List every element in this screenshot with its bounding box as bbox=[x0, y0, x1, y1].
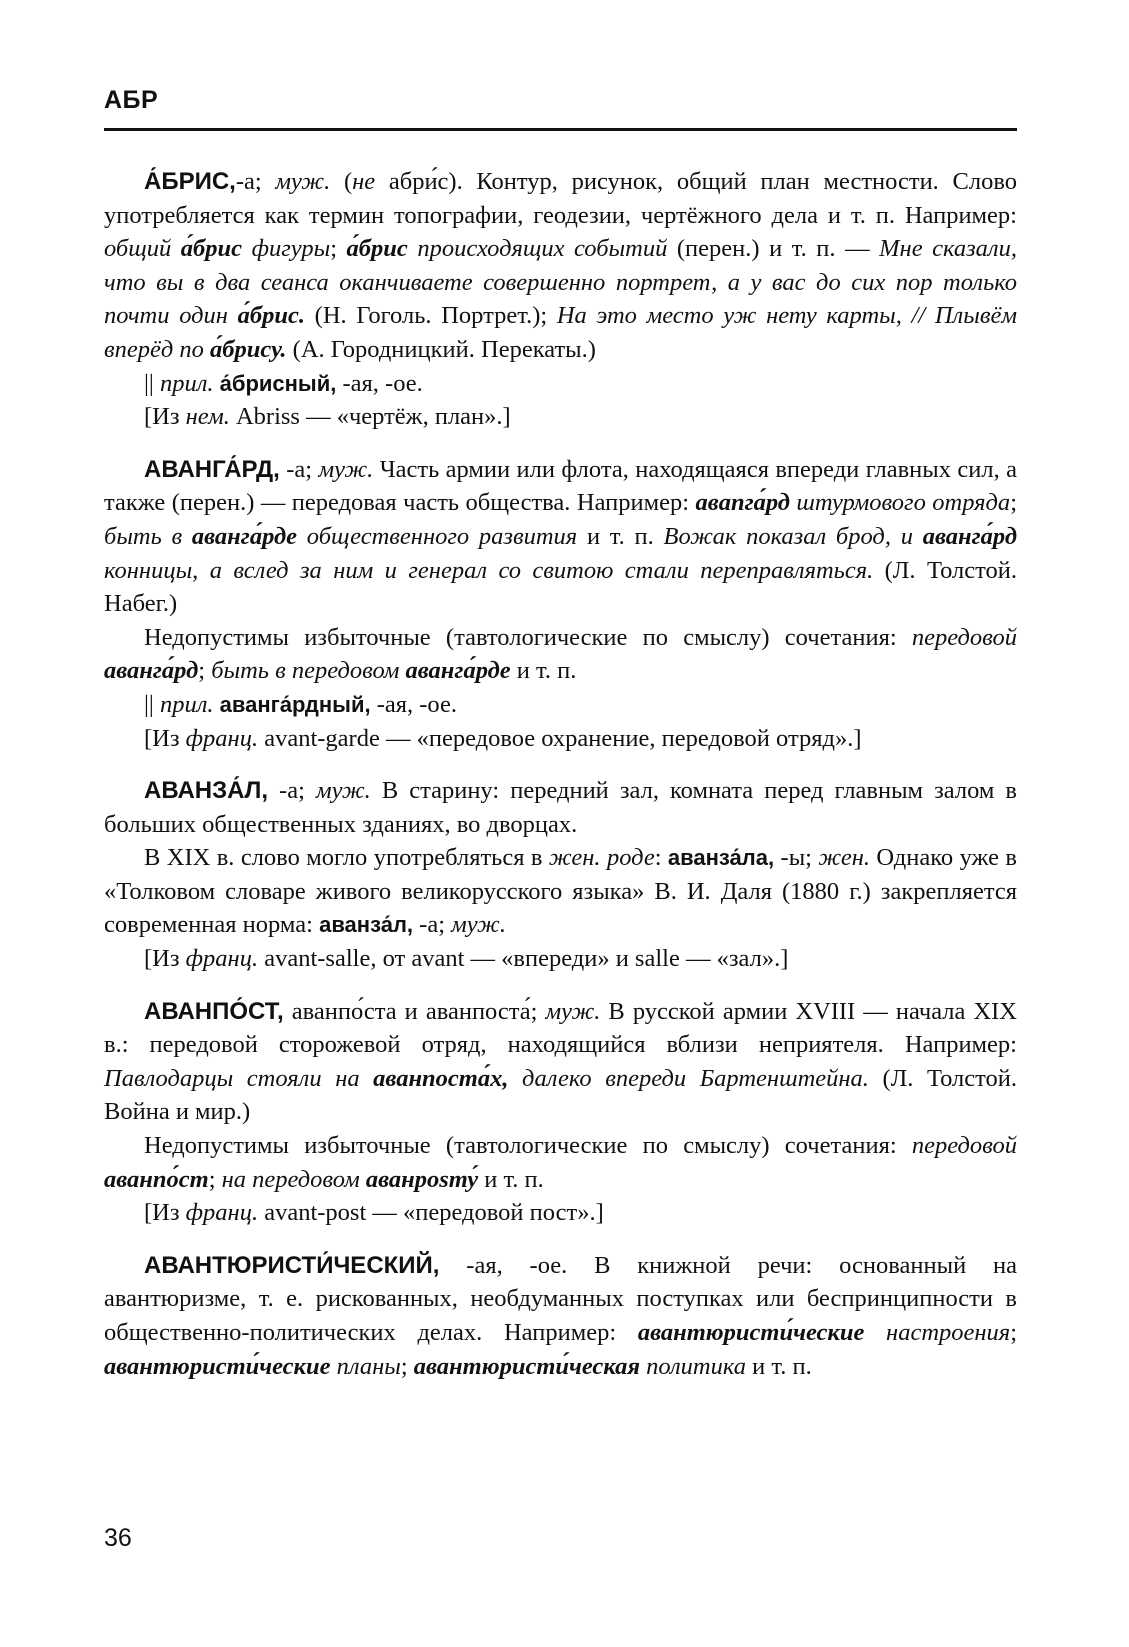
dictionary-entry bbox=[104, 995, 1017, 1230]
text-run: -ая, -ое. bbox=[370, 690, 457, 718]
text-run: ; bbox=[1010, 489, 1017, 517]
entry-note bbox=[104, 367, 1017, 401]
italic-text: прил. bbox=[159, 690, 214, 718]
entry-note bbox=[104, 841, 1017, 942]
text-run: [Из bbox=[144, 945, 186, 973]
italic-text: муж. bbox=[315, 777, 371, 805]
example-keyword: авантюристи́ческая bbox=[413, 1352, 640, 1380]
dictionary-entry bbox=[104, 453, 1017, 755]
text-run: и т. п. bbox=[745, 1352, 812, 1380]
italic-text: жен. bbox=[818, 844, 871, 872]
example-keyword: аванposту́ bbox=[365, 1165, 479, 1193]
text-run: : bbox=[654, 844, 668, 872]
text-run: (Л. Толстой. Набег.) bbox=[104, 556, 1017, 618]
text-run: (А. Городницкий. Перекаты.) bbox=[286, 335, 596, 363]
headword: АВАНЗА́Л, bbox=[144, 777, 269, 805]
example-keyword: аванга́рде bbox=[405, 657, 511, 685]
example-keyword: аванга́рд bbox=[922, 522, 1017, 550]
text-run: ; bbox=[208, 1165, 222, 1193]
entry-definition bbox=[104, 995, 1017, 1129]
italic-text: жен. роде bbox=[548, 844, 655, 872]
italic-text: штурмового отряда bbox=[789, 489, 1011, 517]
text-run: ; bbox=[400, 1352, 414, 1380]
italic-text: на передовом bbox=[221, 1165, 366, 1193]
italic-text: франц. bbox=[185, 724, 259, 752]
headword: АВАНТЮРИСТИ́ЧЕСКИЙ, bbox=[144, 1251, 440, 1279]
text-run: В старину: передний зал, комната перед главным залом в больших общественных зданиях, во дворцах. bbox=[104, 777, 1018, 838]
running-head: АБР bbox=[104, 86, 159, 114]
example-keyword: аванга́рде bbox=[191, 522, 298, 550]
text-run: -ая, -ое. В книжной речи: основанный на авантюризме, т. е. рискованных, необдуманных поступках или беспринципности в общественно-политических делах. Например: bbox=[104, 1251, 1017, 1346]
header-rule bbox=[104, 128, 1017, 131]
example-keyword: аванга́рд bbox=[104, 657, 199, 685]
text-run: В русской армии XVIII — начала XIX в.: передовой сторожевой отряд, находящийся вблизи неприятеля. Например: bbox=[104, 997, 1017, 1059]
dictionary-entry bbox=[104, 1249, 1017, 1383]
italic-text: Вожак показал брод, и bbox=[663, 522, 923, 550]
italic-text: фигуры bbox=[242, 235, 331, 263]
entry-note bbox=[104, 688, 1017, 722]
example-keyword: авантюристи́ческие bbox=[104, 1352, 331, 1380]
italic-text: происходящих событий bbox=[407, 235, 668, 263]
text-run: аванпо́ста и аванпоста́; bbox=[283, 997, 546, 1025]
entry-definition bbox=[104, 453, 1017, 621]
italic-text: общественного развития bbox=[297, 522, 578, 550]
text-run: ; bbox=[330, 235, 347, 263]
italic-text: не bbox=[352, 168, 376, 195]
italic-text: франц. bbox=[185, 945, 259, 973]
text-run: и т. п. bbox=[478, 1165, 544, 1193]
text-run: Однако уже в «Толковом словаре живого великорусского языка» В. И. Даля (1880 г.) закрепляется современная норма: bbox=[104, 844, 1017, 939]
italic-text: общий bbox=[104, 235, 181, 263]
italic-text: На это место уж нету карты, // Плывём вперёд по bbox=[104, 302, 1017, 363]
text-run: || bbox=[144, 369, 160, 397]
text-run: (перен.) и т. п. — bbox=[667, 235, 880, 263]
italic-text: политика bbox=[639, 1352, 746, 1380]
italic-text: передовой bbox=[911, 1132, 1017, 1160]
italic-text: планы bbox=[330, 1352, 401, 1380]
derived-word: а́брисный, bbox=[219, 370, 337, 396]
text-run: -а; bbox=[413, 911, 452, 939]
text-run: avant-salle, от avant — «впереди» и salle — «зал».] bbox=[258, 945, 789, 973]
italic-text: франц. bbox=[185, 1199, 259, 1227]
italic-text: настроения bbox=[864, 1319, 1011, 1346]
derived-word: аванга́рдный, bbox=[219, 691, 371, 717]
text-run: -а; bbox=[235, 168, 276, 195]
text-run: -ы; bbox=[774, 844, 819, 872]
text-run: Недопустимы избыточные (тавтологические по смыслу) сочетания: bbox=[144, 623, 912, 651]
italic-text: Павлодарцы стояли на bbox=[104, 1064, 374, 1092]
text-run: ; bbox=[198, 657, 212, 685]
example-keyword: авanга́рд bbox=[695, 489, 790, 517]
italic-text: муж. bbox=[545, 997, 601, 1025]
text-run: В XIX в. слово могло употребляться в bbox=[144, 844, 549, 872]
italic-text: муж. bbox=[275, 168, 331, 195]
text-run: -ая, -ое. bbox=[336, 369, 423, 397]
text-run: ( bbox=[330, 168, 353, 195]
text-run: Часть армии или флота, находящаяся впереди главных сил, а также (перен.) — передовая часть общества. Например: bbox=[104, 455, 1018, 517]
headword: АВАНПО́СТ, bbox=[144, 997, 284, 1025]
text-run: Недопустимы избыточные (тавтологические по смыслу) сочетания: bbox=[144, 1132, 912, 1160]
entry-note bbox=[104, 400, 1017, 434]
entry-definition bbox=[104, 165, 1017, 367]
example-keyword: авантюристи́ческие bbox=[637, 1319, 865, 1346]
italic-text: муж. bbox=[318, 455, 374, 483]
text-run: avant-post — «передовой пост».] bbox=[258, 1199, 604, 1227]
page-number: 36 bbox=[104, 1524, 132, 1552]
entry-definition bbox=[104, 1249, 1017, 1383]
text-run: -а; bbox=[279, 455, 319, 483]
dictionary-entry bbox=[104, 774, 1017, 976]
italic-text: нем. bbox=[185, 403, 230, 431]
italic-text: быть в передовом bbox=[211, 657, 406, 685]
entry-definition bbox=[104, 774, 1017, 841]
italic-text: передовой bbox=[911, 623, 1017, 651]
example-keyword: а́брис. bbox=[237, 302, 305, 330]
text-run: [Из bbox=[144, 724, 186, 752]
text-run: -а; bbox=[268, 777, 316, 805]
text-run: и т. п. bbox=[577, 522, 664, 550]
derived-word: аванза́ла, bbox=[667, 845, 775, 871]
text-run: (Н. Гоголь. Портрет.); bbox=[304, 302, 557, 330]
italic-text: прил. bbox=[159, 369, 214, 397]
italic-text: муж. bbox=[451, 911, 506, 939]
text-run: || bbox=[144, 690, 160, 718]
page-body bbox=[104, 165, 1017, 1402]
italic-text: далеко впереди Бартенштейна. bbox=[508, 1064, 869, 1092]
dictionary-entry bbox=[104, 165, 1017, 434]
example-keyword: а́брису. bbox=[210, 335, 287, 363]
entry-note bbox=[104, 722, 1017, 756]
headword: А́БРИС, bbox=[144, 168, 236, 195]
example-keyword: аванпоста́х, bbox=[373, 1064, 509, 1092]
entry-note bbox=[104, 942, 1017, 976]
text-run: avant-garde — «передовое охранение, передовой отряд».] bbox=[258, 724, 862, 752]
text-run: и т. п. bbox=[510, 657, 577, 685]
text-run: Abriss — «чертёж, план».] bbox=[229, 403, 511, 431]
italic-text: Мне сказали, что вы в два сеанса оканчиваете совершенно портрет, а у вас до сих пор только почти один bbox=[104, 235, 1017, 330]
entry-note bbox=[104, 1196, 1017, 1230]
derived-word: аванза́л, bbox=[319, 912, 414, 938]
text-run: [Из bbox=[144, 403, 186, 431]
text-run: ; bbox=[1010, 1319, 1018, 1346]
example-keyword: а́брис bbox=[180, 235, 243, 263]
example-keyword: а́брис bbox=[346, 235, 408, 263]
italic-text: конницы, а вслед за ним и генерал со свитою стали переправляться. bbox=[104, 556, 874, 584]
text-run: [Из bbox=[144, 1199, 186, 1227]
text-run: абри́с). Контур, рисунок, общий план местности. Слово употребляется как термин топографии, геодезии, чертёжного дела и т. п. Например: bbox=[104, 168, 1017, 229]
headword: АВАНГА́РД, bbox=[144, 455, 280, 483]
italic-text: быть в bbox=[104, 522, 192, 550]
entry-note bbox=[104, 621, 1017, 688]
example-keyword: аванпо́ст bbox=[104, 1165, 209, 1193]
entry-note bbox=[104, 1129, 1017, 1196]
text-run: (Л. Толстой. Война и мир.) bbox=[104, 1064, 1017, 1126]
